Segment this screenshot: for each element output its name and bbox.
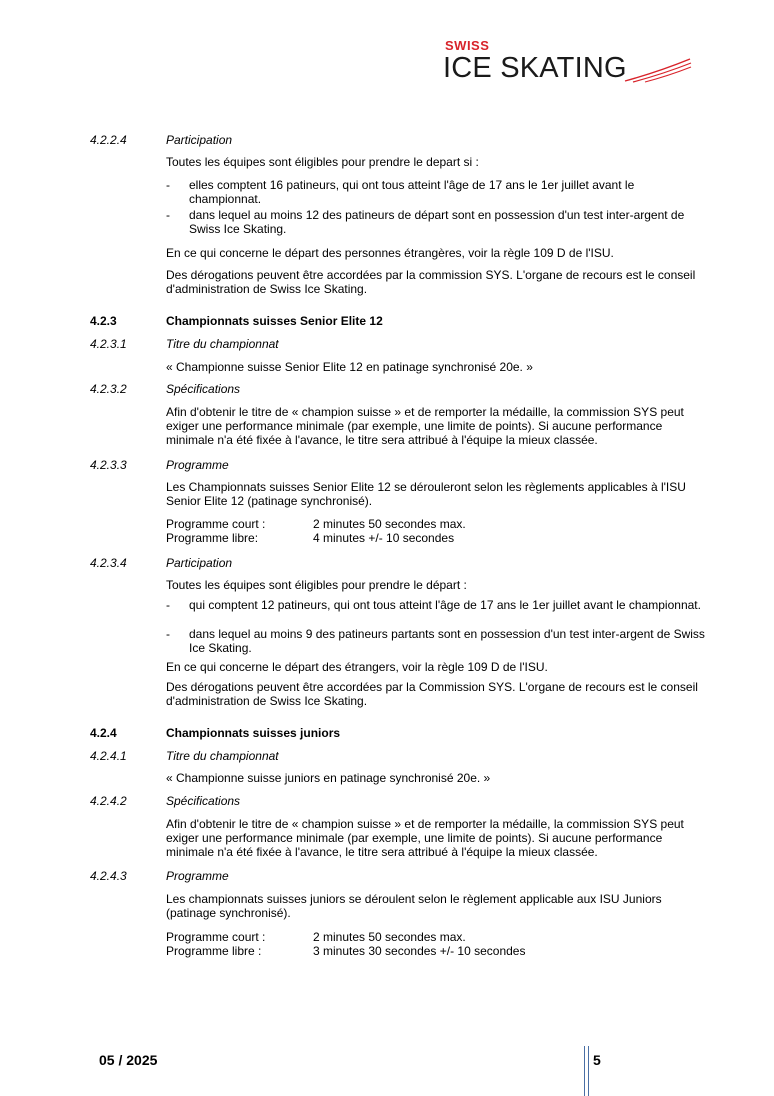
program-value: 3 minutes 30 secondes +/- 10 secondes [313,944,526,958]
paragraph: « Championne suisse Senior Elite 12 en patinage synchronisé 20e. » [166,360,533,374]
section-number: 4.2.4.3 [90,869,127,883]
bullet-item: elles comptent 16 patineurs, qui ont tous atteint l'âge de 17 ans le 1er juillet avant le championnat. [189,178,635,206]
section-number: 4.2.2.4 [90,133,127,147]
bullet-dash: - [166,208,170,222]
program-label: Programme court : [166,930,266,944]
program-label: Programme libre : [166,944,262,958]
logo-swiss-text: SWISS [445,38,490,53]
logo-swoosh-icon [623,54,693,84]
section-heading: Championnats suisses Senior Elite 12 [166,314,383,328]
paragraph: Les Championnats suisses Senior Elite 12 se dérouleront selon les règlements applicables à l'ISU Senior Elite 12 (patinage synchronisé). [166,480,686,508]
section-number: 4.2.3.3 [90,458,127,472]
section-title: Participation [166,133,233,147]
paragraph: Toutes les équipes sont éligibles pour prendre le départ : [166,578,467,592]
paragraph: En ce qui concerne le départ des étrangers, voir la règle 109 D de l'ISU. [166,660,548,674]
bullet-item: qui comptent 12 patineurs, qui ont tous atteint l'âge de 17 ans le 1er juillet avant le championnat. [189,598,701,612]
paragraph: Les championnats suisses juniors se déroulent selon le règlement applicable aux ISU Juniors (patinage synchronisé). [166,892,662,920]
paragraph: Toutes les équipes sont éligibles pour prendre le depart si : [166,155,479,169]
section-number: 4.2.4 [90,726,117,740]
section-number: 4.2.3 [90,314,117,328]
section-heading: Championnats suisses juniors [166,726,341,740]
bullet-dash: - [166,178,170,192]
section-number: 4.2.3.4 [90,556,127,570]
page-number: 5 [593,1052,601,1068]
bullet-item: dans lequel au moins 12 des patineurs de départ sont en possession d'un test inter-argent de Swiss Ice Skating. [189,208,685,236]
section-title: Titre du championnat [166,337,279,351]
program-value: 4 minutes +/- 10 secondes [313,531,455,545]
program-label: Programme libre: [166,531,259,545]
footer-date: 05 / 2025 [99,1052,158,1068]
program-label: Programme court : [166,517,266,531]
section-number: 4.2.3.1 [90,337,127,351]
bullet-dash: - [166,627,170,641]
swiss-ice-skating-logo [443,36,693,88]
paragraph: « Championne suisse juniors en patinage synchronisé 20e. » [166,771,491,785]
paragraph: Afin d'obtenir le titre de « champion suisse » et de remporter la médaille, la commission SYS peut exiger une performance minimale (par exemple, une limite de points). Si aucune performance minimale n'a été fixée à l'avance, le titre sera attribué à l'équipe la mieux classée. [166,405,684,447]
paragraph: Des dérogations peuvent être accordées par la commission SYS. L'organe de recours est le conseil d'administration de Swiss Ice Skating. [166,268,696,296]
section-title: Spécifications [166,382,241,396]
bullet-item: dans lequel au moins 9 des patineurs partants sont en possession d'un test inter-argent de Swiss Ice Skating. [189,627,705,655]
logo-main-text: ICE SKATING [443,52,627,84]
section-number: 4.2.4.1 [90,749,127,763]
paragraph: Afin d'obtenir le titre de « champion suisse » et de remporter la médaille, la commission SYS peut exiger une performance minimale (par exemple, une limite de points). Si aucune performance minimale n'a été fixée à l'avance, le titre sera attribué à l'équipe la mieux classée. [166,817,684,859]
section-title: Programme [166,869,229,883]
section-number: 4.2.4.2 [90,794,127,808]
paragraph: Des dérogations peuvent être accordées par la Commission SYS. L'organe de recours est le conseil d'administration de Swiss Ice Skating. [166,680,698,708]
section-title: Programme [166,458,229,472]
section-title: Participation [166,556,233,570]
bullet-dash: - [166,598,170,612]
section-title: Titre du championnat [166,749,279,763]
footer-divider [584,1046,589,1096]
program-value: 2 minutes 50 secondes max. [313,930,466,944]
section-number: 4.2.3.2 [90,382,127,396]
section-title: Spécifications [166,794,241,808]
program-value: 2 minutes 50 secondes max. [313,517,466,531]
paragraph: En ce qui concerne le départ des personnes étrangères, voir la règle 109 D de l'ISU. [166,246,614,260]
